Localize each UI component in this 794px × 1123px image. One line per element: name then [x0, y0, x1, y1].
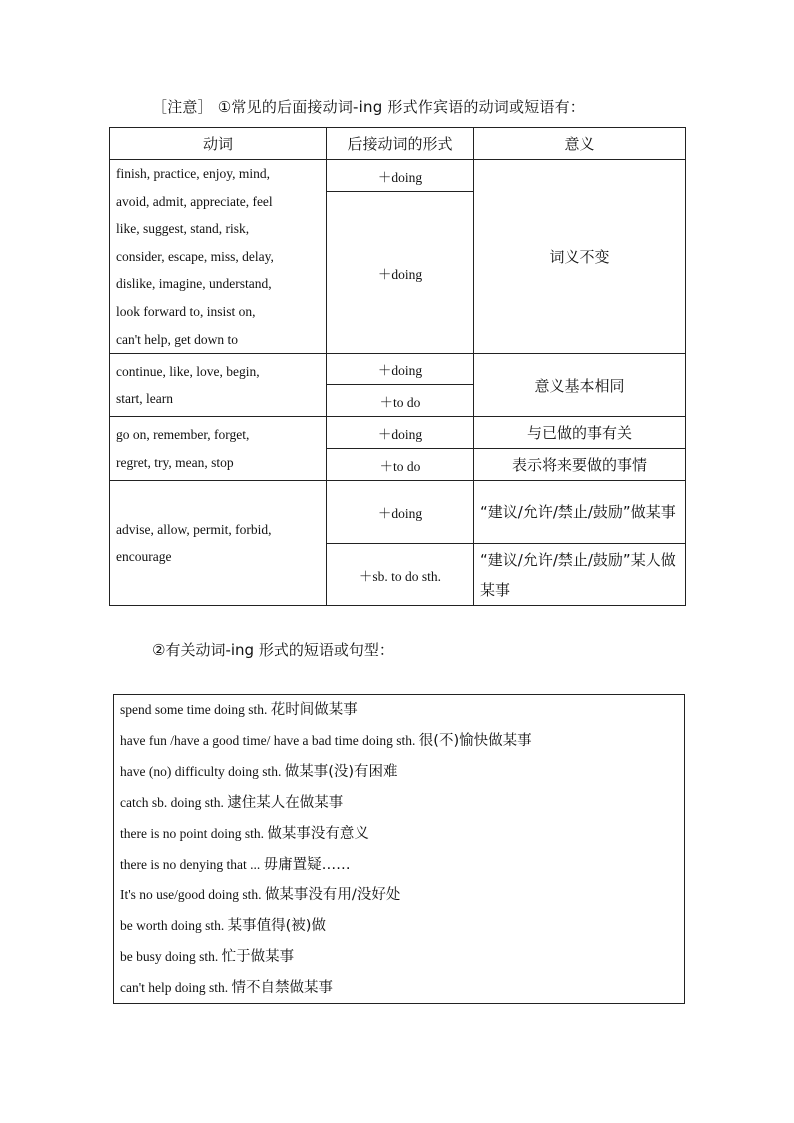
- phrase-chinese: 做某事没有用/没好处: [264, 887, 401, 903]
- verb-line: regret, try, mean, stop: [116, 454, 234, 470]
- meaning-cell: “建议/允许/禁止/鼓励”做某事: [474, 481, 686, 544]
- phrase-english: be busy doing sth.: [120, 949, 219, 964]
- phrase-item: [120, 914, 326, 935]
- phrase-chinese: 逮住某人在做某事: [227, 795, 344, 811]
- form-cell: ＋to do: [327, 449, 474, 481]
- table-row: [110, 354, 686, 385]
- phrase-english: have fun /have a good time/ have a bad time doing sth.: [120, 733, 416, 748]
- meaning-cell: “建议/允许/禁止/鼓励”某人做某事: [474, 544, 686, 606]
- section-heading: ②有关动词-ing 形式的短语或句型：: [152, 641, 394, 659]
- phrase-english: have (no) difficulty doing sth.: [120, 764, 282, 779]
- verb-line: continue, like, love, begin,: [116, 363, 260, 379]
- phrase-item: [120, 945, 294, 966]
- phrase-english: It's no use/good doing sth.: [120, 887, 262, 902]
- verbs-cell-1: [110, 160, 327, 354]
- form-cell: ＋sb. to do sth.: [327, 544, 474, 606]
- verb-line: encourage: [116, 549, 172, 565]
- verbs-cell-4: [110, 481, 327, 606]
- table-row: [110, 481, 686, 544]
- phrase-item: [120, 822, 369, 843]
- phrase-chinese: 做某事(没)有困难: [284, 764, 398, 780]
- phrase-item: [120, 760, 398, 781]
- table-row: [110, 417, 686, 449]
- verb-line: avoid, admit, appreciate, feel: [116, 193, 273, 209]
- verb-form-table: [109, 127, 686, 606]
- phrase-item: [120, 698, 358, 719]
- phrase-chinese: 忙于做某事: [221, 949, 295, 965]
- form-cell: ＋to do: [327, 385, 474, 417]
- phrase-chinese: 某事值得(被)做: [227, 918, 326, 934]
- phrase-item: [120, 729, 532, 750]
- verb-line: look forward to, insist on,: [116, 303, 256, 319]
- verb-line: dislike, imagine, understand,: [116, 276, 272, 292]
- table-row: [110, 160, 686, 192]
- note-heading: ［注意］ ①常见的后面接动词-ing 形式作宾语的动词或短语有：: [152, 98, 585, 116]
- phrase-item: [120, 791, 343, 812]
- form-cell: ＋doing: [327, 192, 474, 354]
- phrase-chinese: 花时间做某事: [270, 702, 358, 718]
- table-header-row: [110, 128, 686, 160]
- phrase-english: there is no point doing sth.: [120, 826, 264, 841]
- verbs-cell-2: [110, 354, 327, 417]
- phrase-item: [120, 976, 333, 997]
- phrase-chinese: 情不自禁做某事: [231, 980, 334, 996]
- verb-line: advise, allow, permit, forbid,: [116, 521, 272, 537]
- phrase-chinese: 很(不)愉快做某事: [418, 733, 532, 749]
- phrase-box: [113, 694, 685, 1004]
- header-meaning: 意义: [474, 128, 686, 160]
- form-cell: ＋doing: [327, 354, 474, 385]
- meaning-cell: 词义不变: [474, 160, 686, 354]
- verbs-cell-3: [110, 417, 327, 481]
- phrase-chinese: 毋庸置疑……: [263, 857, 351, 873]
- verb-line: start, learn: [116, 391, 173, 407]
- form-cell: ＋doing: [327, 160, 474, 192]
- meaning-cell: 表示将来要做的事情: [474, 449, 686, 481]
- verb-line: can't help, get down to: [116, 331, 239, 347]
- form-cell: ＋doing: [327, 481, 474, 544]
- header-form: 后接动词的形式: [327, 128, 474, 160]
- verb-line: go on, remember, forget,: [116, 427, 250, 443]
- phrase-english: there is no denying that ...: [120, 857, 261, 872]
- verb-line: finish, practice, enjoy, mind,: [116, 166, 270, 181]
- meaning-cell: 意义基本相同: [474, 354, 686, 417]
- phrase-english: spend some time doing sth.: [120, 702, 268, 717]
- header-verb: 动词: [110, 128, 327, 160]
- phrase-item: [120, 883, 400, 904]
- verb-line: consider, escape, miss, delay,: [116, 248, 274, 264]
- phrase-english: catch sb. doing sth.: [120, 795, 224, 810]
- phrase-english: can't help doing sth.: [120, 980, 229, 995]
- form-cell: ＋doing: [327, 417, 474, 449]
- phrase-item: [120, 853, 351, 874]
- phrase-chinese: 做某事没有意义: [267, 826, 369, 842]
- phrase-english: be worth doing sth.: [120, 918, 225, 933]
- meaning-cell: 与已做的事有关: [474, 417, 686, 449]
- verb-line: like, suggest, stand, risk,: [116, 221, 250, 237]
